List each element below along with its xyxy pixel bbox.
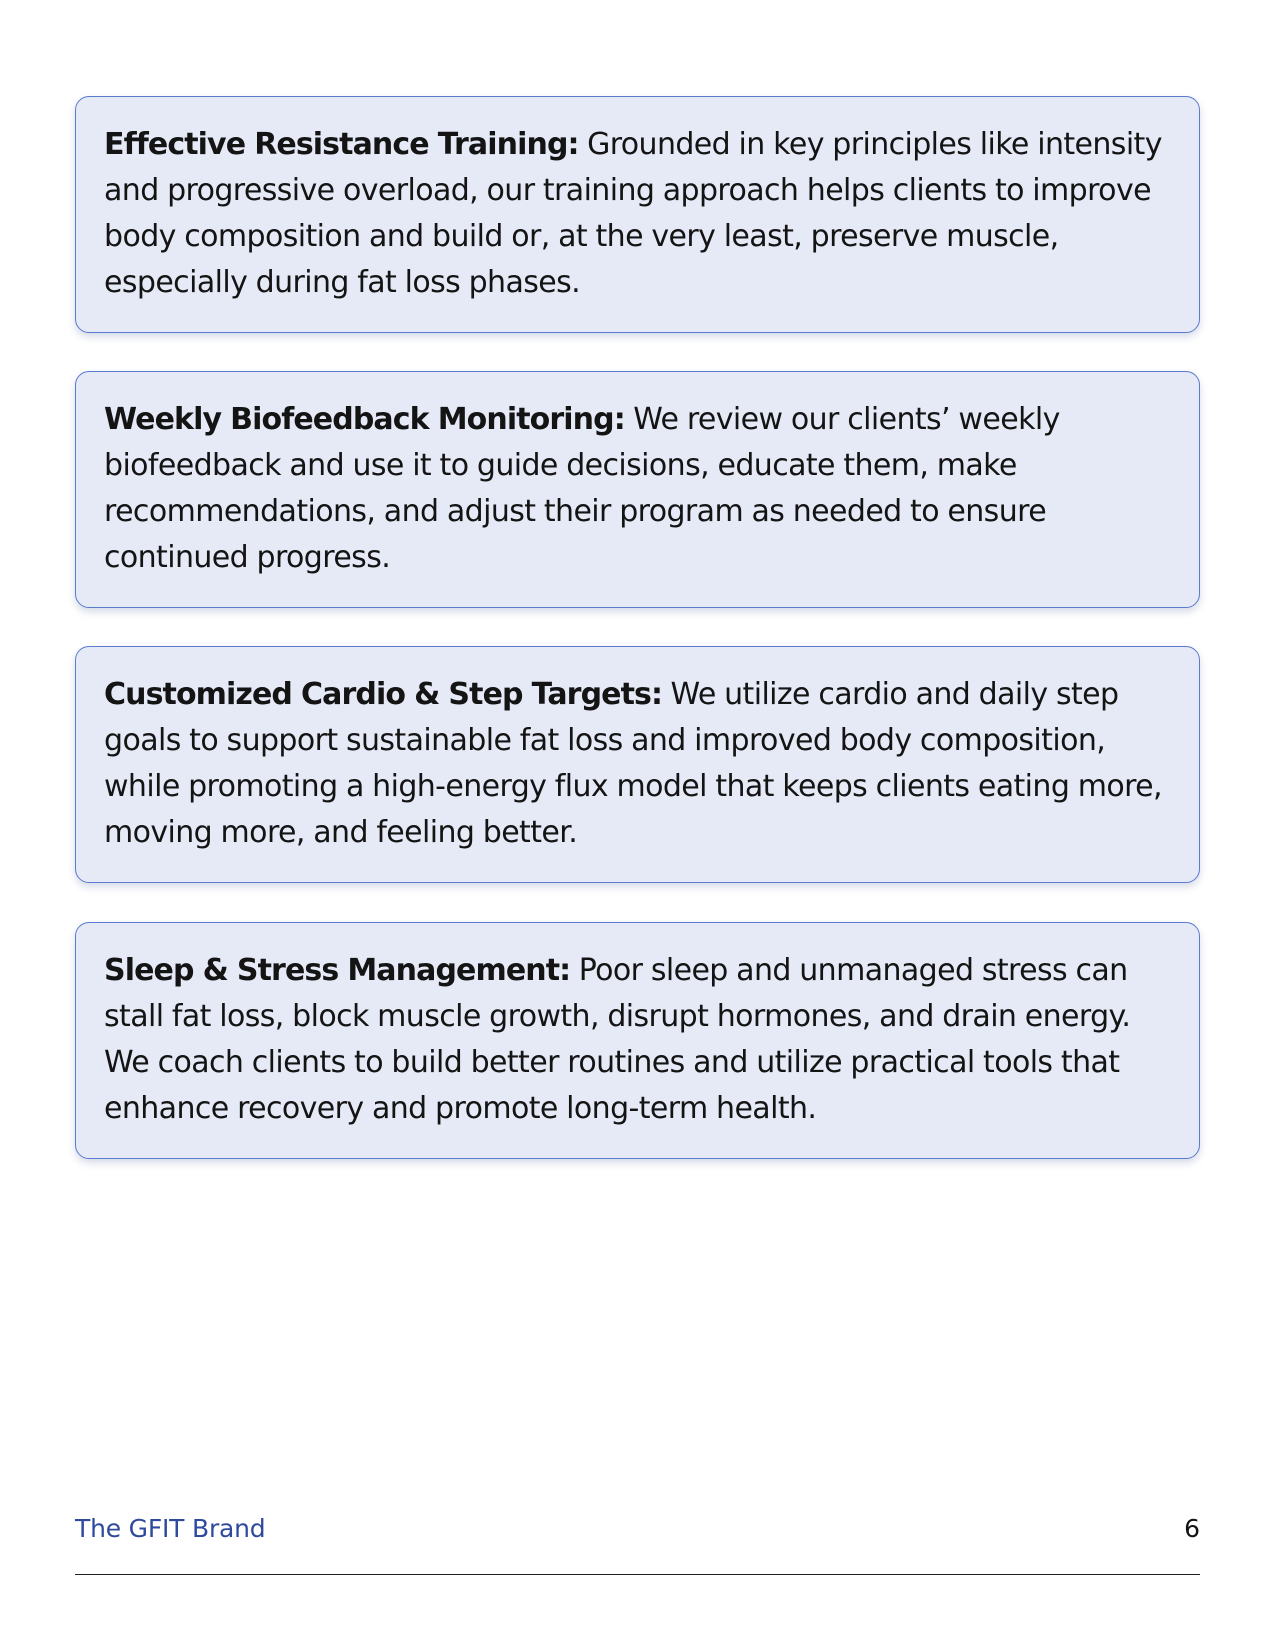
feature-card-cardio-step-targets	[75, 646, 1200, 883]
feature-description: We utilize cardio and daily step goals to support sustainable fat loss and improved body composition, while promoting a high-energy flux model that keeps clients eating more, moving more, and feeling better.	[104, 677, 1162, 850]
feature-term: Effective Resistance Training:	[104, 127, 579, 162]
feature-term: Customized Cardio & Step Targets:	[104, 677, 663, 712]
feature-card-biofeedback-monitoring	[75, 371, 1200, 608]
footer-brand-name: The GFIT Brand	[75, 1514, 266, 1543]
feature-description: Grounded in key principles like intensity and progressive overload, our training approach helps clients to improve body composition and build or, at the very least, preserve muscle, especially during fat loss phases.	[104, 127, 1162, 300]
feature-paragraph	[104, 122, 1177, 306]
footer-divider	[75, 1574, 1200, 1575]
feature-paragraph	[104, 672, 1177, 856]
feature-paragraph	[104, 948, 1177, 1132]
feature-term: Weekly Biofeedback Monitoring:	[104, 402, 625, 437]
feature-term: Sleep & Stress Management:	[104, 953, 571, 988]
feature-card-sleep-stress-management	[75, 922, 1200, 1159]
feature-description: We review our clients’ weekly biofeedback and use it to guide decisions, educate them, make recommendations, and adjust their program as needed to ensure continued progress.	[104, 402, 1060, 575]
feature-description: Poor sleep and unmanaged stress can stall fat loss, block muscle growth, disrupt hormones, and drain energy. We coach clients to build better routines and utilize practical tools that enhance recovery and promote long-term health.	[104, 953, 1131, 1126]
feature-card-resistance-training	[75, 96, 1200, 333]
feature-paragraph	[104, 397, 1177, 581]
page-number: 6	[1184, 1514, 1200, 1543]
